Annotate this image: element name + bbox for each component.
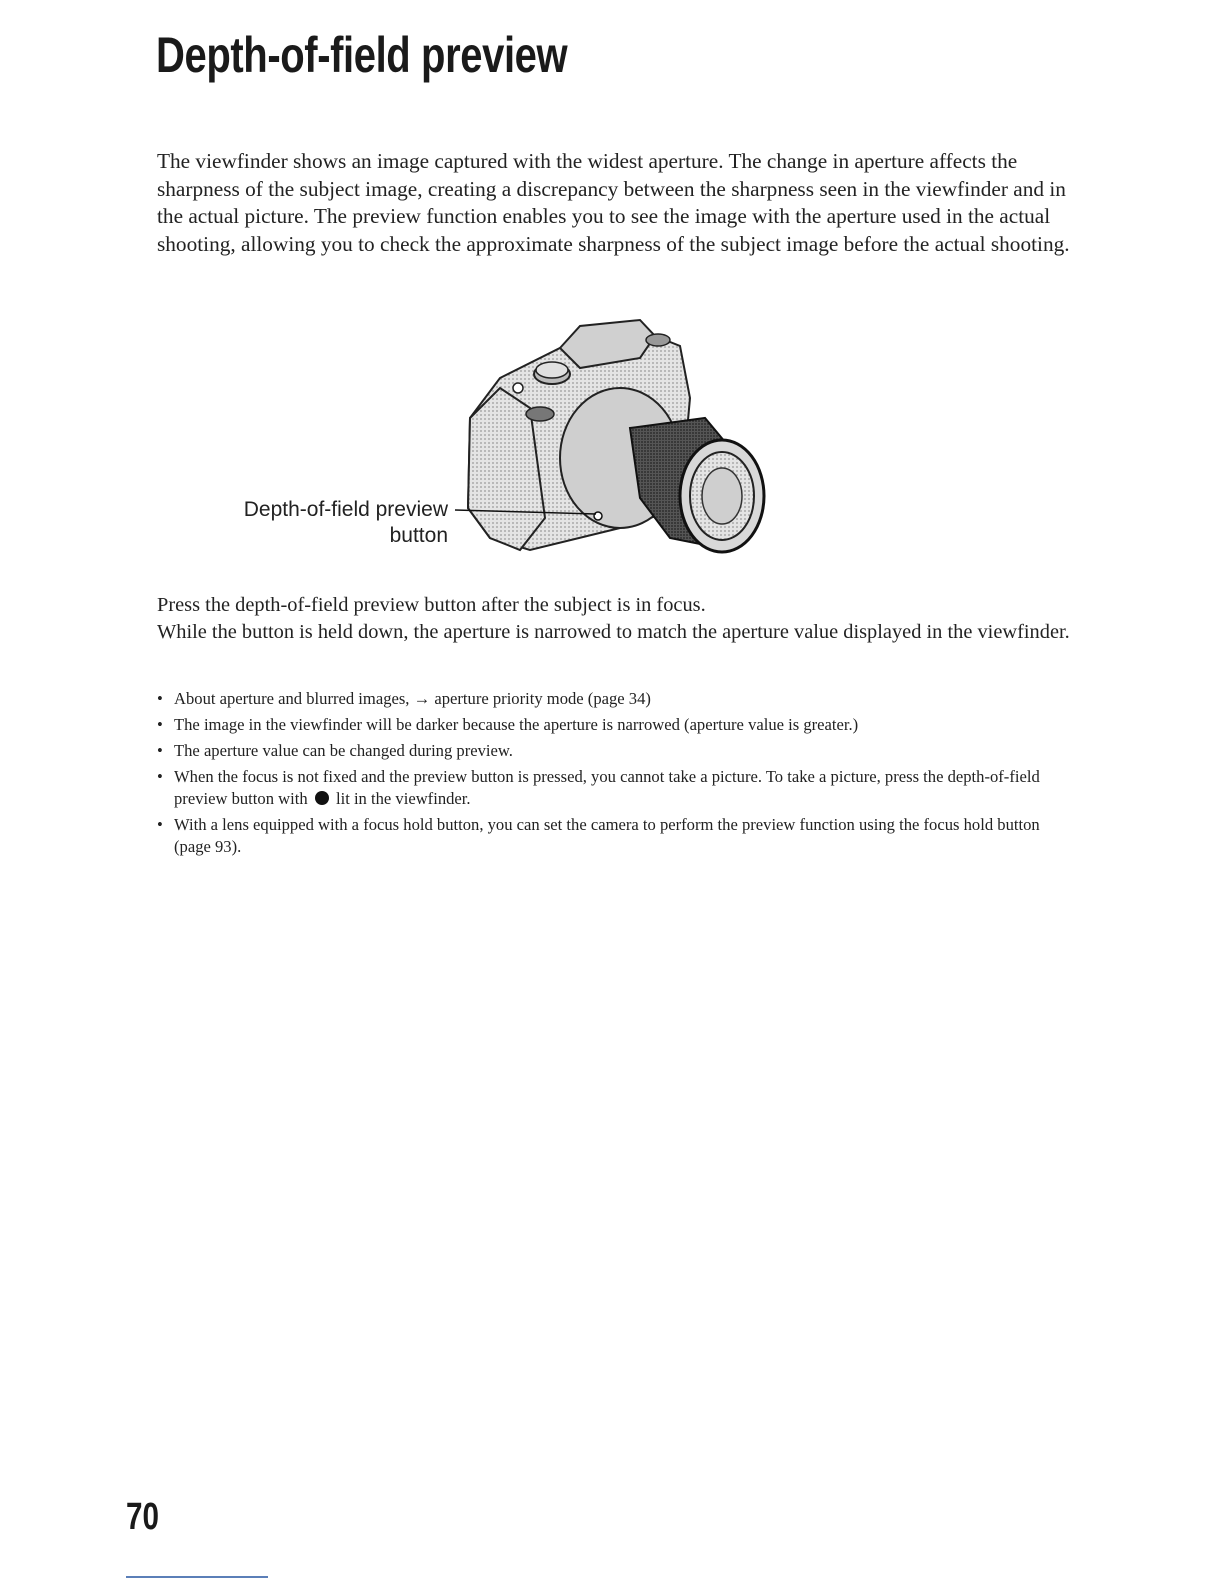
note-text: When the focus is not fixed and the preview button is pressed, you cannot take a picture. To take a picture, press the depth-of-field preview button with	[174, 767, 1040, 808]
intro-paragraph: The viewfinder shows an image captured with the widest aperture. The change in aperture affects the sharpness of the subject image, creating a discrepancy between the sharpness seen in the viewfinder and in the actual picture. The preview function enables you to see the image with the aperture used in the actual shooting, allowing you to check the approximate sharpness of the subject image before the actual shooting.	[157, 149, 1070, 256]
bullet: •	[157, 815, 163, 834]
callout-line1: Depth-of-field preview	[243, 498, 448, 521]
callout-line2: button	[389, 524, 448, 547]
bullet: •	[157, 767, 163, 786]
note-item	[157, 740, 1067, 762]
note-text: lit in the viewfinder.	[335, 789, 471, 808]
instructions	[157, 592, 1082, 646]
page-number: 70	[126, 1496, 159, 1538]
focus-indicator-icon	[315, 791, 329, 805]
note-text: The image in the viewfinder will be darker because the aperture is narrowed (aperture value is greater.)	[174, 715, 859, 734]
bullet: •	[157, 715, 163, 734]
bullet: •	[157, 689, 163, 708]
arrow-icon: →	[413, 689, 431, 708]
instruction-hold: While the button is held down, the aperture is narrowed to match the aperture value displayed in the viewfinder.	[157, 621, 1070, 643]
notes-list	[157, 688, 1067, 862]
note-item	[157, 814, 1067, 858]
note-text: With a lens equipped with a focus hold button, you can set the camera to perform the preview function using the focus hold button (page 93).	[174, 815, 1040, 856]
bullet: •	[157, 741, 163, 760]
figure-callout	[244, 497, 448, 549]
preview-button-marker	[594, 512, 602, 520]
note-link: aperture priority mode (page 34)	[434, 689, 651, 708]
note-item	[157, 688, 1067, 710]
page-title: Depth-of-field preview	[156, 27, 568, 83]
note-text: The aperture value can be changed during preview.	[174, 741, 513, 760]
note-item	[157, 714, 1067, 736]
note-item	[157, 766, 1067, 810]
instruction-press: Press the depth-of-field preview button after the subject is in focus.	[157, 594, 706, 616]
note-text: About aperture and blurred images,	[174, 689, 410, 708]
control-dial	[646, 334, 670, 346]
footer-rule	[126, 1576, 268, 1578]
